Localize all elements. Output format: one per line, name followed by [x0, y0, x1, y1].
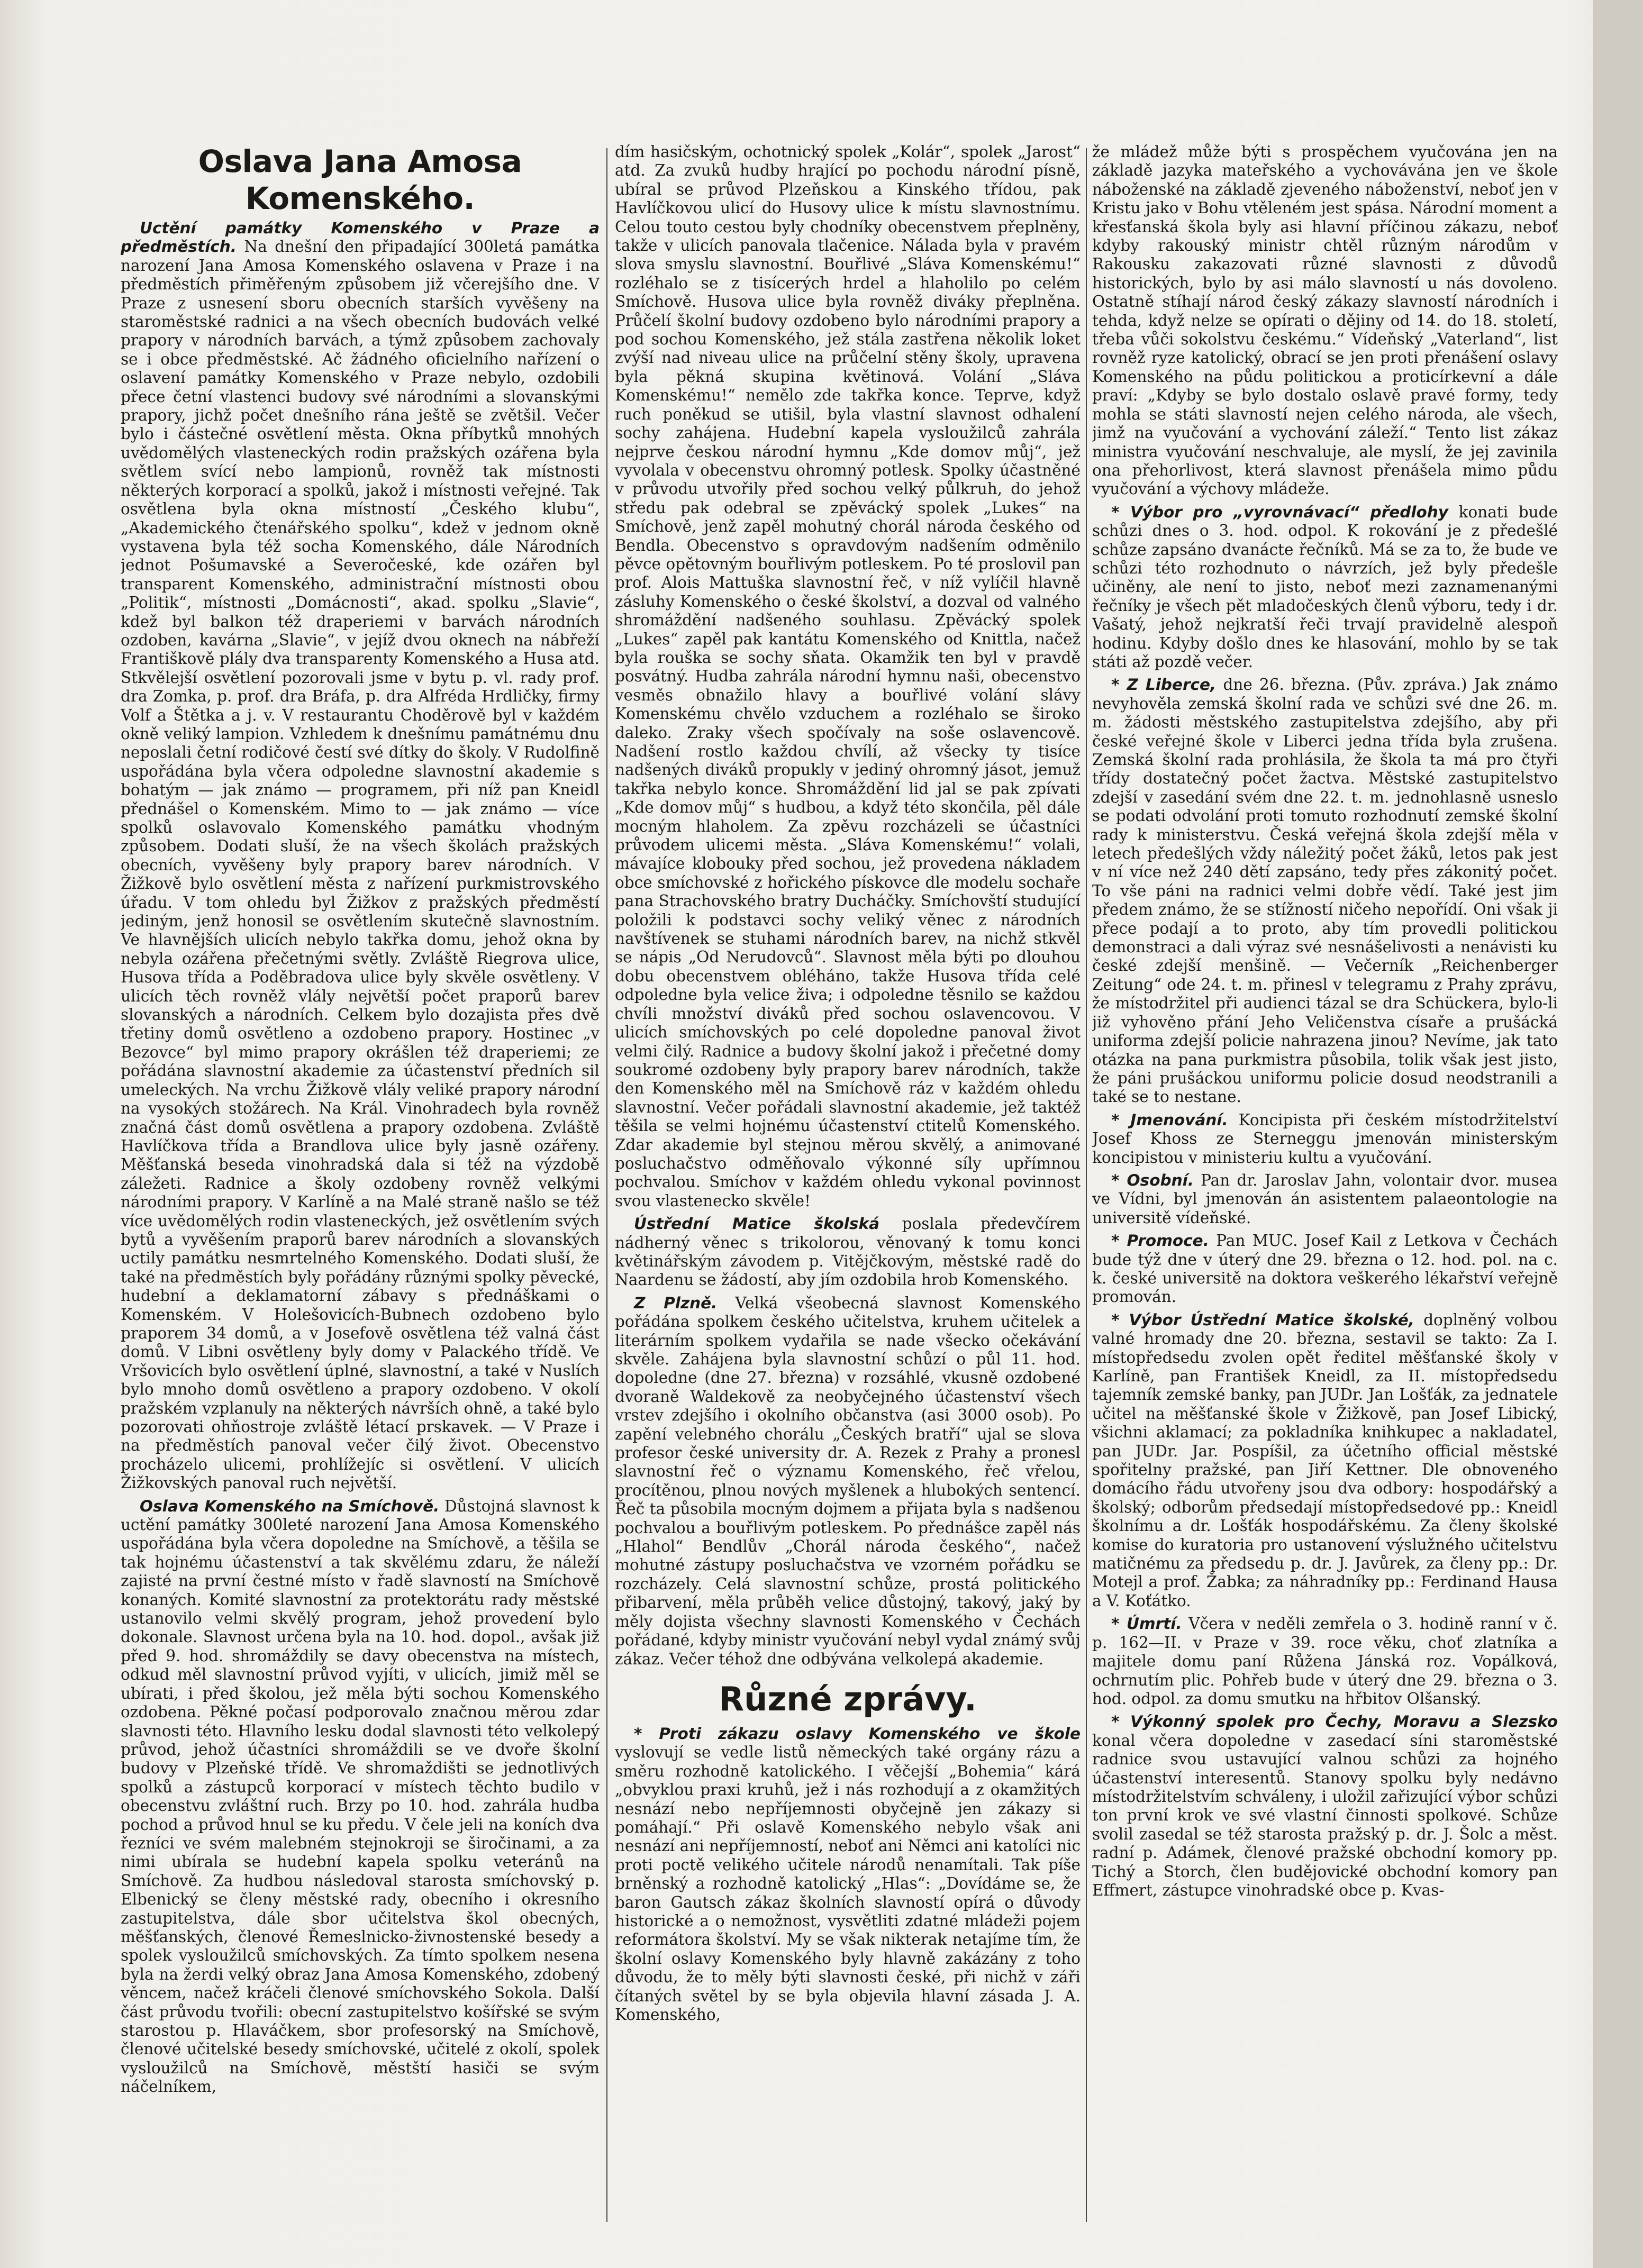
paragraph-heading: * Výbor pro „vyrovnávací“ předlohy [1111, 503, 1448, 521]
paragraph-text: dne 26. března. (Pův. zpráva.) Jak známo nevyhověla zemská školní rada ve schůzi své dne 26. m. m. žádosti městského zastupitelstva zdejšího, aby při české veřejné škole v Liberci jedna třída byla zrušena. Zemská školní rada prohlásila, že škola ta má pro čtyři třídy dostatečný počet žactva. Městské zastupitelstvo zdejší v zasedání svém dne 22. t. m. jednohlasně usneslo se podati odvolání proti tomuto rozhodnutí zemské školní rady k ministerstvu. Česká veřejná škola zdejší měla v letech předešlých vždy náležitý počet žáků, letos pak jest v ní více než 240 dětí zapsáno, tedy přes zákonitý počet. To vše páni na radnici velmi dobře vědí. Také jest jim předem známo, že se stížností ničeho nepořídí. Oni však ji přece podají a to proto, aby tím provedli politickou demonstraci a dali výraz své nesnášelivosti a nenávisti ku české zdejší menšině. — Večerník „Reichenberger Zeitung“ ode 24. t. m. přinesl v telegramu z Prahy zprávu, že místodržitel při audienci tázal se dra Schückera, bylo-li již vyhověno přání Jeho Veličenstva císaře a prušácká uniforma zdejší policie nahrazena jinou? Nevíme, jak tato otázka na pana purkmistra působila, tolik však jest jisto, že páni prušáckou uniformu policie dosud neodstranili a také se to nestane. [1092, 676, 1558, 1106]
paragraph [1092, 1615, 1558, 1708]
paragraph-text: konati bude schůzi dnes o 3. hod. odpol. K rokování je z předešlé schůze zapsáno dvanácte řečníků. Má se za to, že bude ve schůzi této rozhodnuto o návrzích, jež byly předešle učiněny, ale není to jisto, neboť mezi zaznamenanými řečníky je všech pět mladočeských členů výboru, tedy i dr. Vašatý, jehož nejkratší řeči trvají pravidelně alespoň hodinu. Kdyby došlo dnes ke hlasování, mohlo by se tak státi až pozdě večer. [1092, 503, 1558, 671]
paragraph-text: že mládež může býti s prospěchem vyučována jen na základě jazyka mateřského a vychovávána jen ve škole náboženské na základě zjeveného náboženství, neboť jen v Kristu jako v Bohu vtěleném jest spása. Národní moment a křesťanská škola byly asi hlavní příčinou zákazu, neboť kdyby rakouský ministr chtěl různým národům v Rakousku zakazovati různé slavnosti z důvodů historických, bylo by asi málo slavností u nás dovoleno. Ostatně stíhají národ český zákazy slavností národních i tehda, když nelze se opírati o dějiny od 14. do 18. století, třeba vůči sokolstvu českému.“ Vídeňský „Vaterland“, list rovněž ryze katolický, obrací se jen proti přenášení oslavy Komenského na půdu politickou a proticírkevní a dále praví: „Kdyby se bylo dostalo oslavě pravé formy, tedy mohla se státi slavností nejen celého národa, ale všech, jimž na vyučování a vychování záleží.“ Tento list zákaz ministra vyučování neschvaluje, ale myslí, že jej zavinila ona přehorlivost, která slavnost přenášela mimo půdu vyučování a výchovy mládeže. [1092, 143, 1558, 498]
column-rule [1086, 148, 1087, 2222]
paragraph-heading: * Úmrtí. [1111, 1615, 1182, 1633]
paragraph [121, 1497, 600, 2097]
paragraph-heading: Oslava Komenského na Smíchově. [140, 1497, 440, 1515]
article-title: Oslava Jana Amosa Komenského. [198, 143, 522, 216]
paragraph [1092, 1171, 1558, 1227]
column-1-body [121, 219, 600, 2097]
paragraph-text: dím hasičským, ochotnický spolek „Kolár“, spolek „Jarost“ atd. Za zvuků hudby hrající po pochodu národní písně, ubíral se průvod Plzeňskou a Kinského třídou, pak Havlíčkovou ulicí do Husovy ulice k místu slavnostnímu. Celou touto cestou byly chodníky obecenstvem přeplněny, takže v ulicích panovala tlačenice. Nálada byla v pravém slova smyslu slavnostní. Bouřlivé „Sláva Komenskému!“ rozléhalo se z tisícerých hrdel a hlaholilo po celém Smíchově. Husova ulice byla rovněž diváky přeplněna. Průčelí školní budovy ozdobeno bylo národními prapory a pod sochou Komenského, jež stála zastřena několik loket zvýší nad niveau ulice na průčelní stěny školy, upravena byla pěkná skupina květinová. Volání „Sláva Komenskému!“ nemělo zde takřka konce. Teprve, když ruch poněkud se utišil, byla vlastní slavnost odhalení sochy zahájena. Hudební kapela vysloužilců zahrála nejprve českou národní hymnu „Kde domov můj“, jež vyvolala v obecenstvu ohromný potlesk. Spolky účastněné v průvodu utvořily před sochou velký půlkruh, do jehož středu pak odebral se zpěvácký spolek „Lukes“ na Smíchově, jenž zapěl mohutný chorál národa českého od Bendla. Obecenstvo s opravdovým nadšením odměnilo pěvce opětovným bouřlivým potleskem. Po té proslovil pan prof. Alois Mattuška slavnostní řeč, v níž vylíčil hlavně zásluhy Komenského o české školství, a dozval od valného shromáždění nadšeného souhlasu. Zpěvácký spolek „Lukes“ zapěl pak kantátu Komenského od Knittla, načež byla rouška se sochy sňata. Okamžik ten byl v pravdě posvátný. Hudba zahrála národní hymnu naši, obecenstvo vesměs obnažilo hlavy a bouřlivé volání slávy Komenskému chvělo vzduchem a rozléhalo se široko daleko. Zraky všech spočívaly na soše oslavencově. Nadšení rostlo každou chvílí, až všecky ty tisíce nadšených diváků propukly v jediný ohromný jásot, jemuž takřka nebylo konce. Shromáždění lid jal se pak zpívati „Kde domov můj“ s hudbou, a když této skončila, pěl dále mocným hlaholem. Za zpěvu rozcházeli se účastníci průvodem ulicemi města. „Sláva Komenskému!“ volali, mávajíce klobouky před sochou, jež provedena nákladem obce smíchovské z hořického pískovce dle modelu sochaře pana Strachovského bratry Ducháčky. Smíchovští studující položili k podstavci sochy veliký věnec z národních navštívenek se stuhami národních barev, na nichž stkvěl se nápis „Od Nerudovců“. Slavnost měla býti po dlouhou dobu obecenstvem obléháno, takže Husova třída celé odpoledne byla velice živa; i odpoledne těsnilo se každou chvíli množství diváků před sochou oslavencovou. V ulicích smíchovských po celé dopoledne panoval život velmi čilý. Radnice a budovy školní jakož i přečetné domy soukromé ozdobeny byly prapory barev národních, takže den Komenského měl na Smíchově ráz v každém ohledu slavnostní. Večer pořádali slavnostní akademie, jež taktéž těšila se velmi hojnému účastenství ctitelů Komenského. Zdar akademie byl stejnou měrou skvělý, a animované posluchačstvo odměňovalo výkonné síly upřímnou pochvalou. Smíchov v každém ohledu vykonal povinnost svou vlastenecko skvěle! [615, 143, 1081, 1210]
paragraph [1092, 1713, 1558, 1900]
paragraph [615, 1725, 1081, 2025]
paragraph-text: Včera v neděli zemřela o 3. hodině ranní v č. p. 162—II. v Praze v 39. roce věku, choť zlatníka a majitele domu paní Růžena Jánská roz. Vopálková, ochrnutím plic. Pohřeb bude v úterý dne 29. března o 3. hod. odpol. za domu smutku na hřbitov Olšanský. [1092, 1615, 1558, 1708]
paragraph-text: Důstojná slavnost k uctění památky 300leté narození Jana Amosa Komenského uspořádána byla včera dopoledne na Smíchově, a těšila se tak hojnému účastenství a tak skvělému zdaru, že náleží zajisté na první čestné místo v řadě slavností na Smíchově konaných. Komité slavnostní za protektorátu rady městské ustanovilo velmi skvělý program, jehož provedení bylo dokonale. Slavnost určena byla na 10. hod. dopol., avšak již před 9. hod. shromáždily se davy obecenstva na místech, odkud měl slavnostní průvod vyjíti, v ulicích, jimiž měl se ubírati, i před školou, jež měla býti sochou Komenského ozdobena. Pěkné počasí podporovalo značnou měrou zdar slavnosti této. Hlavního lesku dodal slavnosti této velkolepý průvod, jehož účastníci shromáždili se ve dvoře školní budovy v Plzeňské třídě. Ve shromaždišti se jednotlivých spolků a zástupců korporací v místech těchto budilo v obecenstvu zvláštní ruch. Brzy po 10. hod. zahrála hudba pochod a průvod hnul se ku předu. V čele jeli na koních dva řezníci ve svém malebném stejnokroji se širočinami, a za nimi ubírala se hudební kapela spolku veteránů na Smíchově. Za hudbou následoval starosta smíchovský p. Elbenický se členy městské rady, obecního i okresního zastupitelstva, dále sbor učitelstva škol obecných, měšťanských, členové Řemeslnicko-živnostenské besedy a spolek vysloužilců smíchovských. Za tímto spolkem nesena byla na žerdi velký obraz Jana Amosa Komenského, zdobený věncem, načež kráčeli členové smíchovského Sokola. Další část průvodu tvořili: obecní zastupitelstvo košířské se svým starostou p. Hlaváčkem, sbor profesorský na Smíchově, členové učitelské besedy smíchovské, učitelé z okolí, spolek vysloužilců na Smíchově, městští hasiči se svým náčelníkem, [121, 1497, 600, 2096]
paragraph-heading: Ústřední Matice školská [634, 1215, 879, 1233]
paragraph-text: Koncipista při českém místodržitelství Josef Khoss ze Sterneggu jmenován ministerským koncipistou v ministeriu kultu a vyučování. [1092, 1110, 1558, 1167]
paragraph-heading: * Promoce. [1111, 1232, 1209, 1250]
paragraph [1092, 1311, 1558, 1611]
paragraph-text: poslala předevčírem nádherný věnec s trikolorou, věnovaný k tomu konci květinářským závodem p. Vitějčkovým, městské radě do Naardenu se žádostí, aby jím ozdobila hrob Komenského. [615, 1215, 1081, 1289]
paragraph [121, 219, 600, 1493]
paragraph-text: Velká všeobecná slavnost Komenského pořádána spolkem českého učitelstva, kruhem učitelek a literárním spolkem vydařila se nade všecko očekávání skvěle. Zahájena byla slavnostní schůzí o půl 11. hod. dopoledne (dne 27. března) v rozsáhlé, vkusně ozdobené dvoraně Waldekově za neobyčejného účastenství všech vrstev zdejšího i okolního občanstva (asi 3000 osob). Po zapění velebného chorálu „Českých bratří“ ujal se slova profesor české university dr. A. Rezek z Prahy a pronesl slavnostní řeč o významu Komenského, řeč vřelou, procítěnou, plnou nových myšlenek a hlubokých sentencí. Řeč ta působila mocným dojmem a přijata byla s nadšenou pochvalou a bouřlivým potleskem. Po přednášce zapěl nás „Hlahol“ Bendlův „Chorál národa českého“, načež mohutné zástupy posluchačstva ve vzorném pořádku se rozcházely. Celá slavnostní schůze, prostá politického přibarvení, měla průběh velice důstojný, takový, jaký by měly dojista všechny slavnosti Komenského v Čechách pořádané, kdyby ministr vyučování nebyl vydal známý svůj zákaz. Večer téhož dne odbývána velkolepá akademie. [615, 1294, 1081, 1668]
paragraph-text: Pan MUC. Josef Kail z Letkova v Čechách bude týž dne v úterý dne 29. března o 12. hod. pol. na c. k. české universitě na doktora veškerého lékařství veřejně promován. [1092, 1232, 1558, 1306]
paragraph [615, 1294, 1081, 1669]
column-rule [606, 148, 607, 2222]
column-1 [121, 143, 600, 2227]
paragraph-heading: * Z Liberce, [1111, 676, 1217, 694]
section-title: Různé zprávy. [719, 1679, 977, 1718]
paragraph-text: doplněný volbou valné hromady dne 20. března, sestavil se takto: Za I. místopředsedu zvolen opět ředitel měšťanské školy v Karlíně, pan František Kneidl, za II. místopředsedu tajemník zemské banky, pan JUDr. Jan Lošťák, za jednatele učitel na měšťanské škole v Žižkově, pan Josef Libický, všichni aklamací; za pokladníka knihkupec a nakladatel, pan JUDr. Jar. Pospíšil, za účetního official městské spořitelny pražské, pan Jiří Kettner. Dle obnoveného domácího řádu utvořeny jsou dva odbory: hospodářský a školský; odborům předsedají místopředsedové pp.: Kneidl školnímu a dr. Lošťák hospodářskému. Za členy školské komise do kuratoria pro ustanovení výslužného učitelstvu matičnému za předsedu p. dr. J. Javůrek, za členy pp.: Dr. Motejl a prof. Žabka; za náhradníky pp.: Ferdinand Hausa a V. Koťátko. [1092, 1310, 1558, 1610]
paragraph [615, 143, 1081, 1210]
paragraph-heading: * Osobní. [1111, 1171, 1194, 1189]
paragraph [1092, 1232, 1558, 1307]
column-2-news [615, 1725, 1081, 2025]
paragraph-heading: * Jmenování. [1111, 1110, 1228, 1129]
paragraph-heading: Uctění památky Komenského v Praze a předměstích. [121, 219, 600, 256]
paragraph-text: konal včera dopoledne v zasedací síni staroměstské radnice svou ustavující valnou schůzi za hojného účastenství interesentů. Stanovy spolku byly nedávno místodržitelstvím schváleny, i uložil zařizující výbor schůzi ton první krok ve své vlastní činnosti spolkové. Schůze svolil zasedal se též starosta pražský p. dr. J. Šolc a měst. radní p. Adámek, členové pražské obchodní komory pp. Tichý a Storch, člen budějovické obchodní komory pan Effmert, zástupce vinohradské obce p. Kvas- [1092, 1731, 1558, 1899]
paragraph [1092, 676, 1558, 1106]
column-3-body [1092, 143, 1558, 1900]
paragraph-heading: Z Plzně. [634, 1294, 718, 1312]
paragraph-heading: * Proti zákazu oslavy Komenského ve škole [634, 1724, 1081, 1743]
paragraph-text: Pan dr. Jaroslav Jahn, volontair dvor. musea ve Vídni, byl jmenován án asistentem palaeontologie na universitě vídeňské. [1092, 1171, 1558, 1227]
paragraph-heading: * Výkonný spolek pro Čechy, Moravu a Slezsko [1111, 1713, 1558, 1731]
paragraph-text: vyslovují se vedle listů německých také orgány rázu a směru rozhodně katolického. I věčejší „Bohemia“ kárá „obvyklou praxi kruhů, jež i nás rozhodují a z okamžitých nesnází nebo nepříjemnosti obyčejně jen zákazy si pomáhají.“ Při oslavě Komenského nebylo však ani nesnází ani nepříjemností, neboť ani Němci ani katolíci nic proti poctě velikého učitele národů nenamítali. Tak píše brněnský a rozhodně katolický „Hlas“: „Dovídáme se, že baron Gautsch zákaz školních slavností opírá o důvody historické a o nemožnost, vysvětliti zdatné mládeži pojem reformátora školství. My se však nikterak netajíme tím, že školní oslavy Komenského byly hlavně zakázány z toho důvodu, že to měly býti slavnosti české, při nichž v záři čítaných světel by se byla objevila hlavní zásada J. A. Komenského, [615, 1743, 1081, 2024]
scan-edge [1593, 0, 1643, 2268]
column-2-body [615, 143, 1081, 1669]
paragraph [1092, 503, 1558, 672]
paragraph-text: Na dnešní den připadající 300letá památka narození Jana Amosa Komenského oslavena v Praze i na předměstích přiměřeným způsobem již včerejšího dne. V Praze z usnesení sboru obecních starších vyvěšeny na staroměstské radnici a na všech obecních budovách velké prapory v národních barvách, a týmž způsobem zachovaly se i obce předměstské. Ač žádného oficielního nařízení o oslavení památky Komenského v Praze nebylo, ozdobili přece četní vlastenci budovy své národními a slovanskými prapory, jichž počet dnešního rána ještě se zvětšil. Večer bylo i částečné osvětlení města. Okna příbytků mnohých uvědomělých vlasteneckých rodin pražských ozářena byla světlem svící nebo lampionů, rovněž tak místnosti některých korporací a spolků, jakož i místnosti veřejné. Tak osvětlena byla okna místností „Českého klubu“, „Akademického čtenářského spolku“, kdež v jednom okně vystavena byla též socha Komenského, dále Národních jednot Pošumavské a Severočeské, kde ozářen byl transparent Komenského, administrační místnosti obou „Politik“, místnosti „Domácnosti“, akad. spolku „Slavie“, kdež byl balkon též draperiemi v barvách národních ozdoben, kavárna „Slavie“, v jejíž dvou oknech na nábřeží Františkově plály dva transparenty Komenského a Husa atd. Stkvělejší osvětlení pozorovali jsme v bytu p. vl. rady prof. dra Zomka, p. prof. dra Bráfa, p. dra Alfréda Hrdličky, firmy Volf a Štětka a j. v. V restaurantu Choděrově byl v každém okně veliký lampion. Vzhledem k dnešnímu památnému dnu neposlali četní rodičové čestí své dítky do školy. V Rudolfině uspořádána byla včera odpoledne slavnostní akademie s bohatým — jak známo — programem, při níž pan Kneidl přednášel o Komenském. Mimo to — jak známo — více spolků oslavovalo Komenského památku vhodným způsobem. Dodati sluší, že na všech školách pražských obecních, vyvěšeny byly prapory barev národních. V Žižkově bylo osvětlení města z nařízení purkmistrovského úřadu. V tom ohledu byl Žižkov z pražských předměstí jediným, jenž honosil se osvětlením skutečně slavnostním. Ve hlavnějších ulicích nebylo takřka domu, jehož okna by nebyla ozářena přečetnými světly. Zvláště Riegrova ulice, Husova třída a Poděbradova ulice byly skvěle osvětleny. V ulicích těch rovněž vlály největší počet praporů barev slovanských a národních. Celkem bylo dozajista přes dvě třetiny domů osvětleno a ozdobeno prapory. Hostinec „v Bezovce“ byl mimo prapory okrášlen též draperiemi; ze pořádána slavnostní akademie za účastenství předních sil umeleckých. Na vrchu Žižkově vlály veliké prapory národní na vysokých stožárech. Na Král. Vinohradech byla rovněž značná část domů osvětlena a prapory ozdobena. Zvláště Havlíčkova třída a Brandlova ulice byly jasně ozářeny. Měšťanská beseda vinohradská dala si též na výzdobě záležeti. Radnice a školy ozdobeny rovněž velkými národními prapory. V Karlíně a na Malé straně našlo se též více uvědomělých rodin vlasteneckých, jež osvětlením svých bytů a vyvěšením praporů barev národních a slovanských uctily památku nesmrtelného Komenského. Dodati sluší, že také na předměstích byly pořádány různými spolky pěvecké, hudební a deklamatorní zábavy s přednáškami o Komenském. V Holešovicích-Bubnech ozdobeno bylo praporem 34 domů, a v Josefově osvětlena též valná část domů. V Libni osvětleny byly domy v Palackého třídě. Ve Vršovicích bylo osvětlení úplné, slavnostní, a také v Nuslích bylo mnoho domů osvětleno a prapory ozdobeno. V okolí pražském vzplanuly na některých návrších ohně, a také bylo pozorovati ohňostroje zvláště létací prskavek. — V Praze i na předměstích panoval večer čilý život. Obecenstvo procházelo ulicemi, prohlížejíc si osvětlení. V ulicích Žižkovských panoval ruch největší. [121, 238, 600, 1492]
paragraph-heading: * Výbor Ústřední Matice školské, [1111, 1310, 1414, 1329]
paragraph [1092, 143, 1558, 499]
paragraph [615, 1215, 1081, 1290]
column-2 [615, 143, 1081, 2227]
column-3 [1092, 143, 1558, 2227]
paragraph [1092, 1111, 1558, 1167]
